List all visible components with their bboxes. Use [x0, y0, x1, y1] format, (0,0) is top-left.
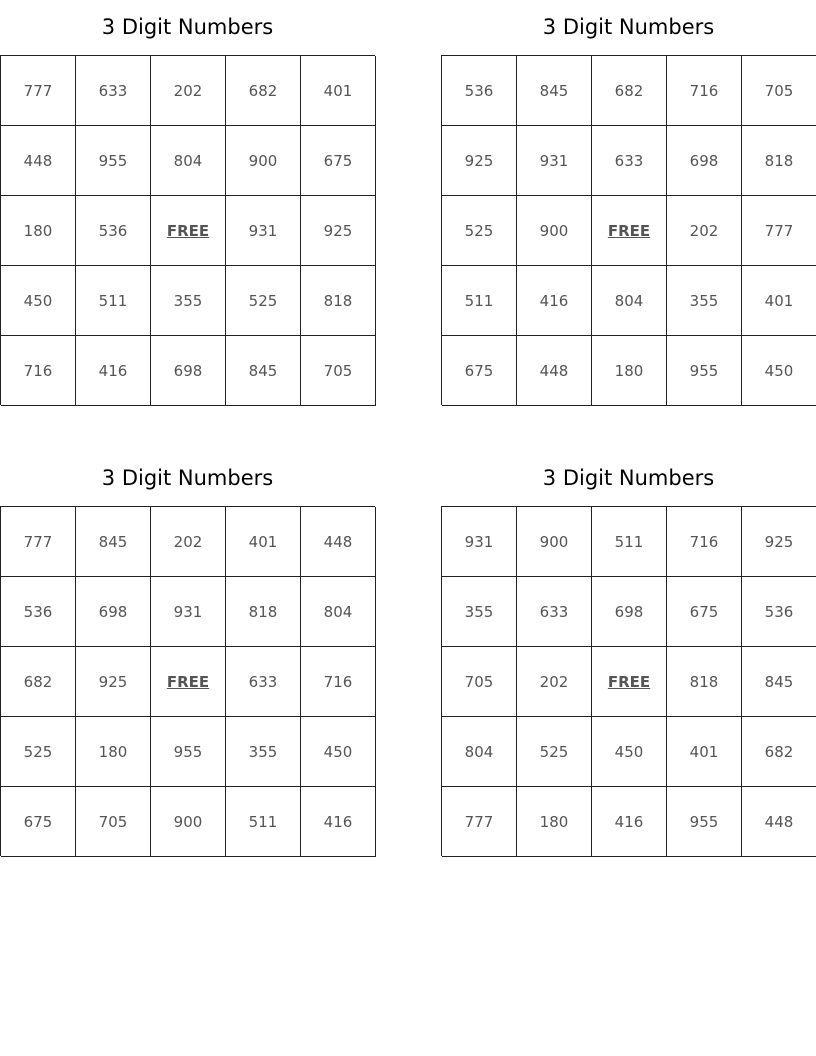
bingo-cell: 955 [667, 336, 742, 406]
bingo-cell: 777 [442, 787, 517, 857]
bingo-cell: 931 [517, 126, 592, 196]
bingo-cell: 202 [517, 647, 592, 717]
bingo-cell: 448 [517, 336, 592, 406]
bingo-cell: 900 [517, 196, 592, 266]
bingo-cell: 525 [517, 717, 592, 787]
bingo-cell: 416 [517, 266, 592, 336]
bingo-cell: 931 [226, 196, 301, 266]
bingo-cell: 818 [301, 266, 376, 336]
bingo-cell: 355 [151, 266, 226, 336]
bingo-cell: 355 [442, 577, 517, 647]
bingo-cell: 675 [1, 787, 76, 857]
bingo-cell: 675 [442, 336, 517, 406]
bingo-cell: 202 [151, 56, 226, 126]
free-space-cell: FREE [592, 647, 667, 717]
bingo-cell: 416 [592, 787, 667, 857]
bingo-cell: 448 [742, 787, 816, 857]
bingo-cell: 536 [442, 56, 517, 126]
bingo-cell: 202 [667, 196, 742, 266]
bingo-cell: 804 [592, 266, 667, 336]
bingo-cell: 675 [667, 577, 742, 647]
bingo-cell: 705 [301, 336, 376, 406]
bingo-cell: 355 [667, 266, 742, 336]
card-title: 3 Digit Numbers [101, 466, 274, 490]
bingo-cell: 511 [592, 507, 667, 577]
bingo-grid [441, 55, 816, 405]
bingo-cell: 633 [517, 577, 592, 647]
bingo-cell: 777 [742, 196, 816, 266]
bingo-cell: 633 [76, 56, 151, 126]
bingo-cell: 511 [76, 266, 151, 336]
bingo-cell: 716 [1, 336, 76, 406]
bingo-cell: 448 [301, 507, 376, 577]
bingo-cell: 448 [1, 126, 76, 196]
bingo-cell: 804 [442, 717, 517, 787]
bingo-cell: 900 [151, 787, 226, 857]
free-space-cell: FREE [592, 196, 667, 266]
bingo-cell: 931 [442, 507, 517, 577]
bingo-cell: 682 [742, 717, 816, 787]
bingo-cell: 525 [226, 266, 301, 336]
bingo-cell: 401 [742, 266, 816, 336]
bingo-cell: 416 [301, 787, 376, 857]
bingo-cell: 450 [301, 717, 376, 787]
bingo-cell: 925 [742, 507, 816, 577]
bingo-cell: 355 [226, 717, 301, 787]
bingo-cell: 818 [667, 647, 742, 717]
bingo-cell: 698 [76, 577, 151, 647]
bingo-cell: 777 [1, 507, 76, 577]
free-space-cell: FREE [151, 647, 226, 717]
bingo-cell: 698 [667, 126, 742, 196]
bingo-cell: 705 [742, 56, 816, 126]
bingo-cell: 180 [1, 196, 76, 266]
bingo-cell: 682 [1, 647, 76, 717]
bingo-cell: 633 [226, 647, 301, 717]
bingo-cell: 511 [442, 266, 517, 336]
bingo-cell: 955 [76, 126, 151, 196]
bingo-card [441, 10, 816, 405]
bingo-card [441, 461, 816, 856]
bingo-cell: 698 [592, 577, 667, 647]
bingo-cell: 925 [301, 196, 376, 266]
bingo-cell: 804 [151, 126, 226, 196]
bingo-card [0, 461, 375, 856]
bingo-cell: 416 [76, 336, 151, 406]
bingo-grid [441, 506, 816, 856]
bingo-cell: 682 [226, 56, 301, 126]
bingo-cell: 705 [442, 647, 517, 717]
bingo-cell: 818 [742, 126, 816, 196]
bingo-cell: 716 [667, 56, 742, 126]
bingo-cell: 536 [1, 577, 76, 647]
bingo-cell: 633 [592, 126, 667, 196]
bingo-cell: 450 [592, 717, 667, 787]
bingo-cell: 536 [76, 196, 151, 266]
bingo-cell: 202 [151, 507, 226, 577]
bingo-cell: 682 [592, 56, 667, 126]
bingo-cell: 845 [226, 336, 301, 406]
bingo-cell: 450 [1, 266, 76, 336]
card-title: 3 Digit Numbers [101, 15, 274, 39]
bingo-cell: 845 [517, 56, 592, 126]
bingo-card [0, 10, 375, 405]
bingo-cell: 180 [76, 717, 151, 787]
bingo-cell: 845 [742, 647, 816, 717]
bingo-cell: 401 [667, 717, 742, 787]
bingo-cell: 955 [151, 717, 226, 787]
bingo-cell: 180 [517, 787, 592, 857]
bingo-cell: 525 [442, 196, 517, 266]
card-title: 3 Digit Numbers [542, 15, 715, 39]
bingo-cell: 777 [1, 56, 76, 126]
bingo-cell: 955 [667, 787, 742, 857]
bingo-cell: 716 [301, 647, 376, 717]
bingo-grid [0, 506, 375, 856]
bingo-grid [0, 55, 375, 405]
bingo-cell: 536 [742, 577, 816, 647]
bingo-cell: 525 [1, 717, 76, 787]
bingo-cell: 180 [592, 336, 667, 406]
free-space-cell: FREE [151, 196, 226, 266]
bingo-cell: 698 [151, 336, 226, 406]
bingo-cell: 401 [226, 507, 301, 577]
bingo-cell: 818 [226, 577, 301, 647]
bingo-cell: 925 [442, 126, 517, 196]
bingo-cell: 716 [667, 507, 742, 577]
card-title: 3 Digit Numbers [542, 466, 715, 490]
bingo-cell: 900 [226, 126, 301, 196]
bingo-cell: 675 [301, 126, 376, 196]
bingo-cell: 925 [76, 647, 151, 717]
bingo-cell: 450 [742, 336, 816, 406]
bingo-cell: 845 [76, 507, 151, 577]
bingo-cell: 900 [517, 507, 592, 577]
bingo-cell: 705 [76, 787, 151, 857]
bingo-cell: 931 [151, 577, 226, 647]
bingo-cell: 804 [301, 577, 376, 647]
bingo-cell: 511 [226, 787, 301, 857]
bingo-cell: 401 [301, 56, 376, 126]
